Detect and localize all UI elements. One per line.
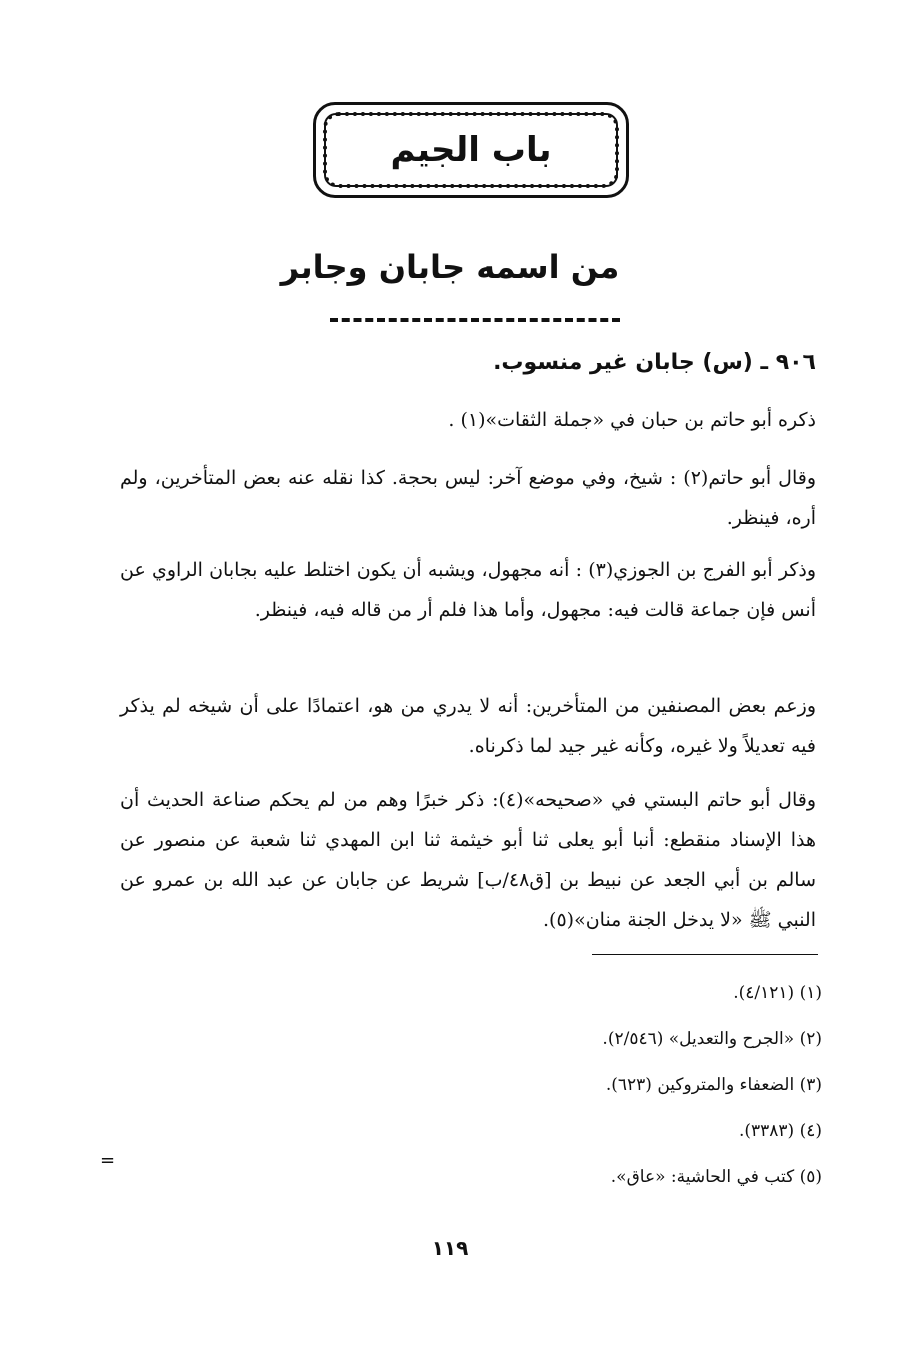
footnote-1: (١) (٤/١٢١). <box>733 983 822 1003</box>
paragraph-4 <box>120 686 816 766</box>
page-number: ١١٩ <box>431 1236 469 1260</box>
footnote-3: (٣) الضعفاء والمتروكين (٦٢٣). <box>605 1075 822 1095</box>
footnote-2: (٢) «الجرح والتعديل» (٢/٥٤٦). <box>602 1029 822 1049</box>
chapter-title: باب الجيم <box>390 130 552 170</box>
chapter-title-frame <box>313 102 629 198</box>
footnote-5: (٥) كتب في الحاشية: «عاق». <box>610 1167 822 1187</box>
footnotes <box>300 970 822 1200</box>
frame-inner-box <box>324 113 618 187</box>
paragraph-text: وقال أبو حاتم(٢) : شيخ، وفي موضع آخر: ليس بحجة. كذا نقله عنه بعض المتأخرين، ولم أره، فينظر. <box>120 467 816 529</box>
paragraph-1 <box>120 400 816 440</box>
entry-heading: ٩٠٦ ـ (س) جابان غير منسوب. <box>493 350 816 375</box>
paragraph-text: وقال أبو حاتم البستي في «صحيحه»(٤): ذكر خبرًا وهم من لم يحكم صناعة الحديث أن هذا الإسناد منقطع: أنبا أبو يعلى ثنا أبو خيثمة ثنا ابن المهدي ثنا شعبة عن منصور عن سالم بن أبي الجعد عن نبيط بن [ق٤٨/ب] شريط عن جابان عن عبد الله بن عمرو عن النبي ﷺ «لا يدخل الجنة منان»(٥). <box>120 789 816 931</box>
paragraph-text: وزعم بعض المصنفين من المتأخرين: أنه لا يدري من هو، اعتمادًا على أن شيخه لم يذكر فيه تعديلاً ولا غيره، وكأنه غير جيد لما ذكرناه. <box>120 695 816 757</box>
paragraph-2 <box>120 458 816 538</box>
footnote-4: (٤) (٣٣٨٣). <box>738 1121 822 1141</box>
paragraph-text: ذكره أبو حاتم بن حبان في «جملة الثقات»(١) . <box>448 409 816 431</box>
footnote-separator <box>592 954 818 955</box>
continuation-mark: = <box>100 1150 116 1171</box>
section-divider <box>330 318 620 322</box>
section-title: من اسمه جابان وجابر <box>280 248 620 286</box>
paragraph-3 <box>120 550 816 630</box>
paragraph-text: وذكر أبو الفرج بن الجوزي(٣) : أنه مجهول، ويشبه أن يكون اختلط عليه بجابان الراوي عن أنس فإن جماعة قالت فيه: مجهول، وأما هذا فلم أر من قاله فيه، فينظر. <box>120 559 816 621</box>
paragraph-5 <box>120 780 816 940</box>
